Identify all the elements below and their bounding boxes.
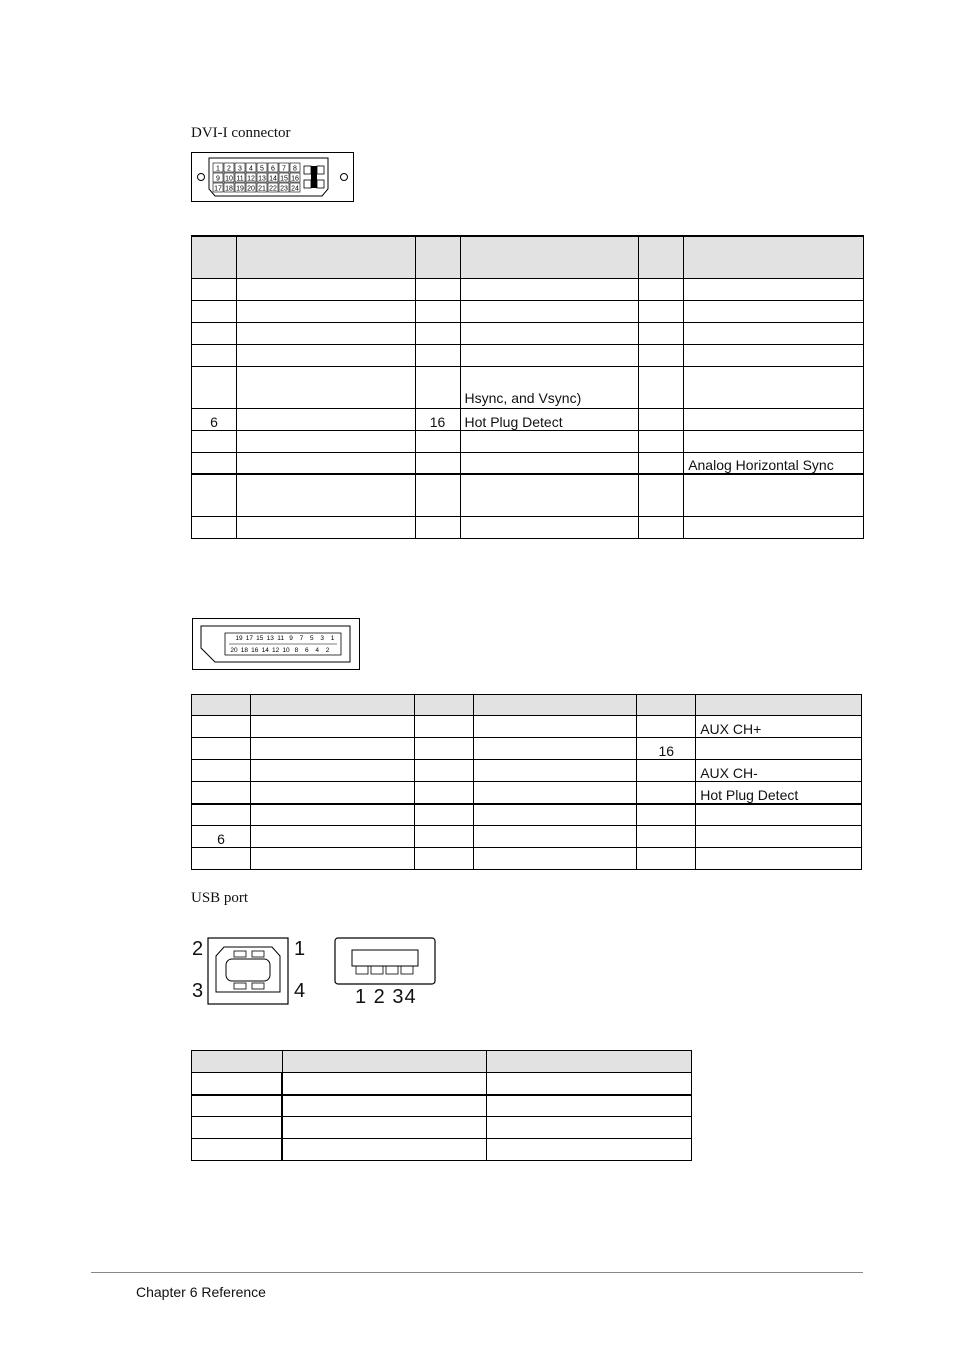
table-row (192, 782, 862, 804)
table-row (192, 344, 864, 366)
usb-header-cell (282, 1051, 487, 1073)
dvi-header-cell (460, 236, 639, 278)
usb-a-pin-labels: 1 2 34 (355, 986, 417, 1008)
dp-table-header-row (192, 695, 862, 716)
dp-cell-pin-6: 6 (192, 826, 251, 848)
dp-pin-label-top: 5 (309, 635, 314, 642)
dvi-pin-label: 9 (216, 175, 220, 183)
dp-pin-label-bottom: 8 (294, 647, 299, 654)
dvi-pin-label: 24 (291, 185, 299, 193)
dvi-pin-label: 19 (236, 185, 244, 193)
dp-pin-label-bottom: 4 (315, 647, 320, 654)
dp-header-cell (696, 695, 862, 716)
dp-connector-drawing (193, 619, 359, 669)
dvi-cell-hot-plug: Hot Plug Detect (460, 408, 639, 430)
usb-header-cell (487, 1051, 692, 1073)
table-row (192, 474, 864, 516)
dvi-cell-pin-16: 16 (415, 408, 460, 430)
dvi-pin-label: 11 (236, 175, 244, 183)
dvi-connector-diagram (191, 152, 354, 202)
dp-pin-label-top: 7 (299, 635, 304, 642)
dp-connector-diagram (192, 618, 360, 670)
dp-header-cell (637, 695, 696, 716)
dp-header-cell (414, 695, 473, 716)
table-row (192, 430, 864, 452)
dvi-pin-label: 21 (258, 185, 266, 193)
dp-pin-label-top: 13 (266, 635, 274, 642)
dp-pin-label-top: 17 (245, 635, 254, 642)
dp-pin-label-bottom: 12 (271, 647, 280, 654)
usb-typeb-drawing (190, 936, 310, 1008)
dvi-heading: DVI-I connector (191, 125, 291, 141)
dp-header-cell (250, 695, 414, 716)
dvi-pin-label: 1 (216, 165, 220, 173)
table-row (192, 1073, 692, 1095)
dvi-table-header-row (192, 236, 864, 278)
table-row (192, 804, 862, 826)
dvi-pin-label: 2 (227, 165, 231, 173)
table-row (192, 738, 862, 760)
table-row (192, 826, 862, 848)
dp-pin-table (191, 694, 862, 870)
usb-typea-diagram (334, 936, 438, 988)
usb-header-cell (192, 1051, 283, 1073)
dp-cell-pin-16: 16 (637, 738, 696, 760)
dvi-pin-label: 4 (249, 165, 253, 173)
dp-pin-label-top: 11 (277, 635, 284, 642)
dvi-pin-label: 10 (225, 175, 233, 183)
dvi-pin-label: 14 (269, 175, 277, 183)
dp-pin-label-bottom: 16 (251, 647, 259, 654)
table-row (192, 300, 864, 322)
dvi-header-cell (639, 236, 684, 278)
footer-chapter: Chapter 6 Reference (136, 1284, 266, 1300)
dvi-connector-drawing (192, 153, 353, 201)
dp-cell-aux-minus: AUX CH- (696, 760, 862, 782)
dvi-pin-label: 17 (214, 185, 222, 193)
dp-pin-label-bottom: 10 (282, 647, 290, 654)
table-row (192, 516, 864, 538)
dvi-cell-hsync-vsync: Hsync, and Vsync) (460, 366, 639, 408)
dp-header-cell (473, 695, 637, 716)
usb-pin-table (191, 1050, 692, 1161)
dvi-pin-label: 7 (282, 165, 286, 173)
usb-b-pin-2-label: 2 (192, 938, 204, 960)
table-row (192, 408, 864, 430)
usb-b-pin-1-label: 1 (294, 938, 306, 960)
dp-pin-label-top: 3 (320, 635, 325, 642)
dvi-pin-label: 13 (258, 175, 266, 183)
table-row (192, 716, 862, 738)
table-row (192, 366, 864, 408)
dvi-pin-label: 3 (238, 165, 242, 173)
dvi-pin-label: 12 (247, 175, 255, 183)
dp-pin-label-bottom: 18 (240, 647, 249, 654)
usb-heading: USB port (191, 890, 249, 906)
table-row (192, 848, 862, 870)
usb-b-pin-4-label: 4 (294, 980, 306, 1002)
dvi-cell-analog-hsync: Analog Horizontal Sync (684, 452, 864, 474)
dvi-pin-label: 5 (260, 165, 264, 173)
dp-pin-label-bottom: 14 (261, 647, 269, 654)
usb-b-pin-3-label: 3 (192, 980, 204, 1002)
table-row (192, 278, 864, 300)
dp-cell-aux-plus: AUX CH+ (696, 716, 862, 738)
footer-divider (91, 1272, 863, 1273)
table-row (192, 1095, 692, 1117)
dvi-pin-label: 23 (280, 185, 288, 193)
dp-pin-label-bottom: 2 (325, 647, 330, 654)
dvi-header-cell (415, 236, 460, 278)
dvi-pin-label: 18 (225, 185, 233, 193)
usb-typea-drawing (334, 936, 438, 988)
dvi-pin-label: 6 (271, 165, 275, 173)
dvi-header-cell (236, 236, 415, 278)
dp-pin-label-top: 15 (256, 635, 264, 642)
usb-table-header-row (192, 1051, 692, 1073)
dp-cell-hot-plug: Hot Plug Detect (696, 782, 862, 804)
table-row (192, 1117, 692, 1139)
dp-header-cell (192, 695, 251, 716)
dvi-header-cell (684, 236, 864, 278)
dvi-pin-label: 20 (247, 185, 255, 193)
table-row (192, 322, 864, 344)
dvi-pin-label: 15 (280, 175, 288, 183)
dp-pin-label-bottom: 20 (230, 647, 238, 654)
dp-pin-label-top: 19 (235, 635, 243, 642)
dvi-pin-label: 22 (269, 185, 277, 193)
dp-pin-label-bottom: 6 (304, 647, 309, 654)
table-row (192, 760, 862, 782)
table-row (192, 452, 864, 474)
dp-pin-label-top: 9 (289, 635, 293, 642)
dp-pin-label-top: 1 (330, 635, 335, 642)
dvi-cell-pin-6: 6 (192, 408, 237, 430)
dvi-pin-label: 16 (291, 175, 299, 183)
table-row (192, 1139, 692, 1161)
usb-typeb-diagram (190, 936, 310, 1008)
dvi-pin-label: 8 (293, 165, 297, 173)
dvi-header-cell (192, 236, 237, 278)
dvi-pin-table (191, 235, 864, 539)
